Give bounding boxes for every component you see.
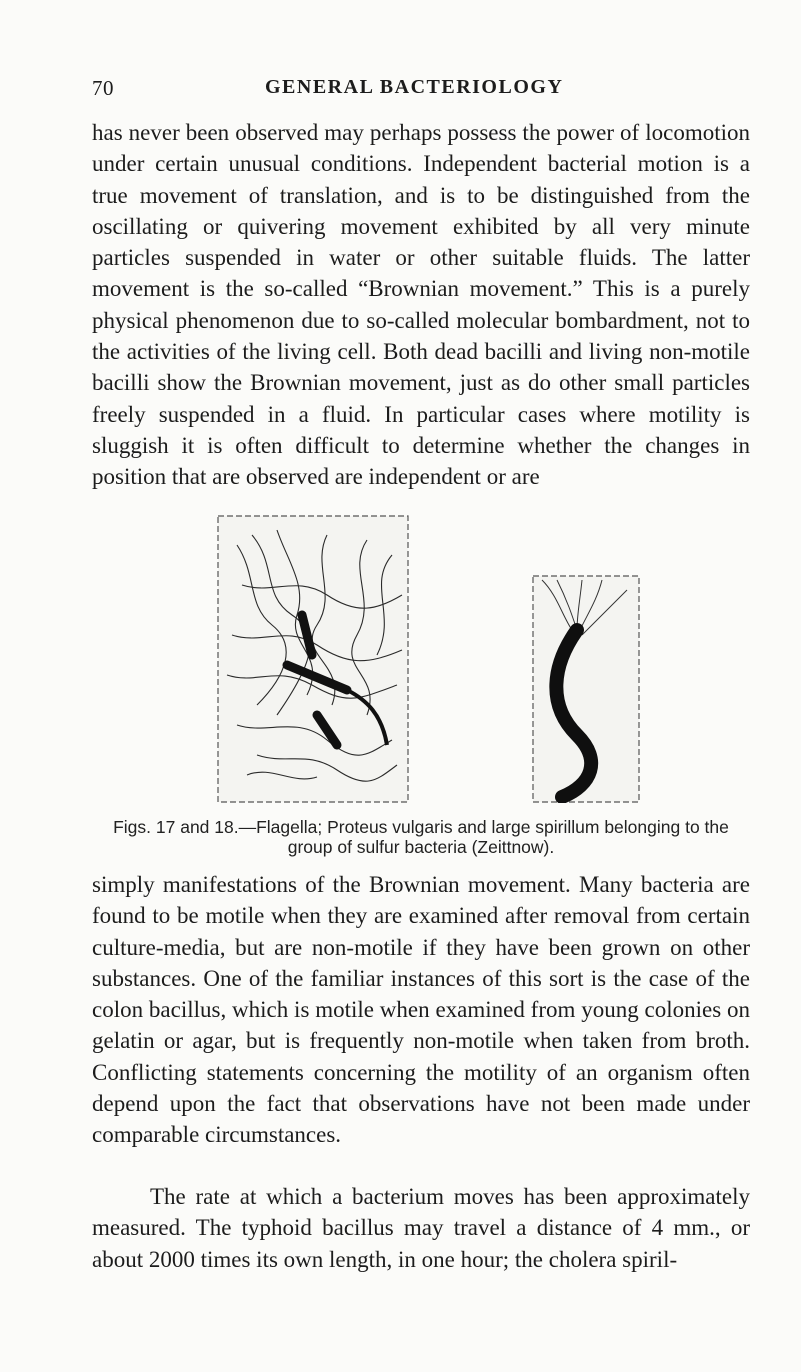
fig17-proteus-illustration [217, 515, 409, 803]
figure-flagella [205, 515, 640, 805]
fig18-spirillum-illustration [532, 575, 640, 803]
page-header [0, 76, 801, 110]
page-number: 70 [92, 76, 114, 100]
paragraph-3: The rate at which a bacterium moves has been approximately measured. The typhoid bacillus may travel a distance of 4 mm., or about 2000 times its own length, in one hour; the cholera spiril- [92, 1184, 750, 1272]
running-head: GENERAL BACTERIOLOGY [265, 76, 564, 98]
figure-caption: Figs. 17 and 18.—Flagella; Proteus vulgaris and large spirillum belonging to the group of sulfur bacteria (Zeittnow). [113, 817, 729, 857]
paragraph-1: has never been observed may perhaps possess the power of locomotion under certain unusual conditions. Independent bacterial motion is a true movement of translation, and is to be distinguished from the oscillating or quivering movement exhibited by all very minute particles suspended in water or other suitable fluids. The latter movement is the so-called “Brownian movement.” This is a purely physical phenomenon due to so-called molecular bombardment, not to the activities of the living cell. Both dead bacilli and living non-motile bacilli show the Brownian movement, just as do other small particles freely suspended in a fluid. In particular cases where motility is sluggish it is often difficult to determine whether the changes in position that are observed are independent or are [92, 120, 750, 490]
paragraph-2: simply manifestations of the Brownian movement. Many bacteria are found to be motile when they are examined after removal from certain culture-media, but are non-motile if they have been grown on other substances. One of the familiar instances of this sort is the case of the colon bacillus, which is motile when examined from young colonies on gelatin or agar, but is frequently non-motile when taken from broth. Conflicting statements concerning the motility of an organism often depend upon the fact that observations have not been made under comparable circumstances. [92, 872, 750, 1148]
